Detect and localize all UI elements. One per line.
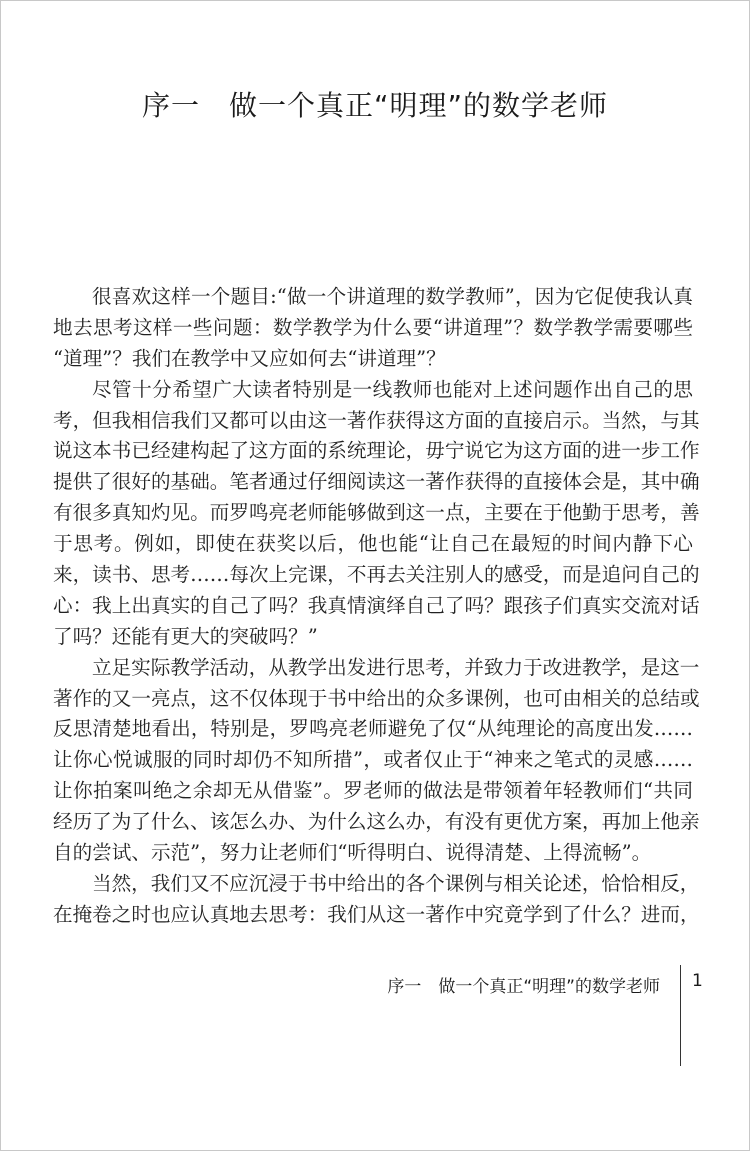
body-text <box>53 282 700 931</box>
paragraph-line: 著作的又一亮点，这不仅体现于书中给出的众多课例，也可由相关的总结或 <box>53 686 700 710</box>
paragraph-line: 了吗？还能有更大的突破吗？” <box>53 624 318 648</box>
paragraph-line: 提供了很好的基础。笔者通过仔细阅读这一著作获得的直接体会是，其中确 <box>53 470 700 494</box>
paragraph-line: 自的尝试、示范”，努力让老师们“听得明白、说得清楚、上得流畅”。 <box>53 841 652 865</box>
paragraph-line: 地去思考这样一些问题：数学教学为什么要“讲道理”？数学教学需要哪些 <box>53 315 693 339</box>
paragraph-line: 说这本书已经建构起了这方面的系统理论，毋宁说它为这方面的进一步工作 <box>53 439 700 463</box>
page-number: 1 <box>692 971 703 991</box>
paragraph-line: “道理”？我们在教学中又应如何去“讲道理”？ <box>53 346 446 370</box>
paragraph-line: 有很多真知灼见。而罗鸣亮老师能够做到这一点，主要在于他勤于思考，善 <box>53 501 700 525</box>
chapter-title: 序一 做一个真正“明理”的数学老师 <box>141 89 608 122</box>
paragraph-line: 于思考。例如，即使在获奖以后，他也能“让自己在最短的时间内静下心 <box>53 532 693 556</box>
paragraph-line: 反思清楚地看出，特别是，罗鸣亮老师避免了仅“从纯理论的高度出发…… <box>53 717 693 741</box>
paragraph-line: 尽管十分希望广大读者特别是一线教师也能对上述问题作出自己的思 <box>92 377 693 401</box>
footer-divider <box>680 965 681 1066</box>
running-footer-title: 序一 做一个真正“明理”的数学老师 <box>387 977 660 997</box>
paragraph-line: 考，但我相信我们又都可以由这一著作获得这方面的直接启示。当然，与其 <box>53 408 700 432</box>
paragraph-line: 让你心悦诚服的同时却仍不知所措”，或者仅止于“神来之笔式的灵感…… <box>53 748 693 772</box>
paragraph-line: 让你拍案叫绝之余却无从借鉴”。罗老师的做法是带领着年轻教师们“共同 <box>53 779 693 803</box>
paragraph-line: 心：我上出真实的自己了吗？我真情演绎自己了吗？跟孩子们真实交流对话 <box>53 593 700 617</box>
paragraph-line: 来，读书、思考……每次上完课，不再去关注别人的感受，而是追问自己的 <box>53 563 700 587</box>
paragraph-line: 很喜欢这样一个题目:“做一个讲道理的数学教师”，因为它促使我认真 <box>92 285 693 308</box>
paragraph-line: 立足实际教学活动，从教学出发进行思考，并致力于改进教学，是这一 <box>92 655 700 679</box>
paragraph-line: 当然，我们又不应沉浸于书中给出的各个课例与相关论述，恰恰相反， <box>92 871 700 895</box>
paragraph-line: 在掩卷之时也应认真地去思考：我们从这一著作中究竟学到了什么？进而， <box>53 902 700 926</box>
paragraph-line: 经历了为了什么、该怎么办、为什么这么办，有没有更优方案，再加上他亲 <box>53 810 700 834</box>
